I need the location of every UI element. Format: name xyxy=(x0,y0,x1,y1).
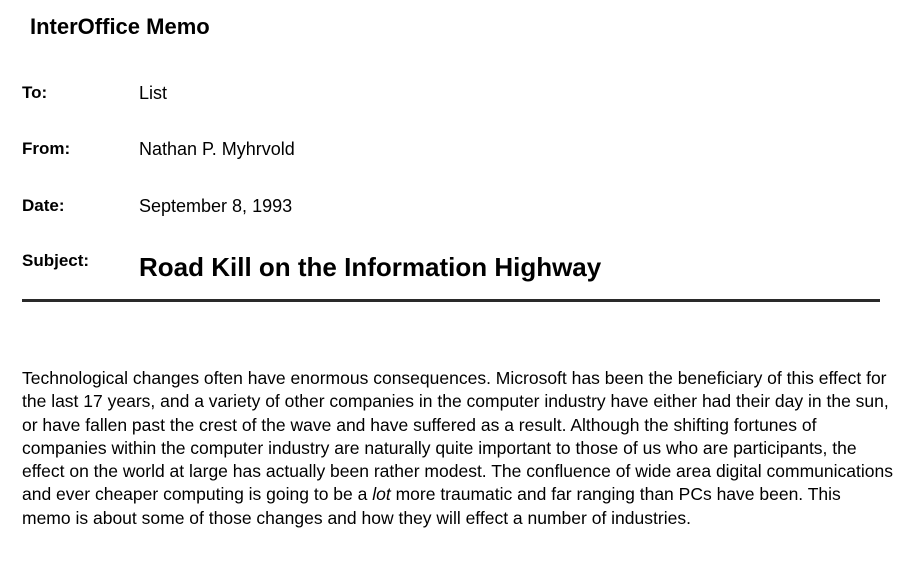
memo-body xyxy=(22,367,894,530)
subject-value: Road Kill on the Information Highway xyxy=(139,252,602,282)
from-value: Nathan P. Myhrvold xyxy=(139,139,295,159)
memo-body-emphasis: lot xyxy=(372,484,391,505)
memo-title: InterOffice Memo xyxy=(30,14,210,39)
header-divider xyxy=(22,299,880,302)
date-value: September 8, 1993 xyxy=(139,196,293,216)
date-label: Date: xyxy=(22,196,65,215)
subject-label: Subject: xyxy=(22,251,90,270)
to-label: To: xyxy=(22,83,48,102)
memo-body-part-1: Technological changes often have enormous consequences. Microsoft has been the beneficiary of this effect for the last 17 years, and a variety of other companies in the computer industry have either had their day in the sun, or have fallen past the crest of the wave and have suffered as a result. Although the shifting fortunes of companies within the computer industry are naturally quite important to those of us who are participants, the effect on the world at large has actually been rather modest. The confluence of wide area digital communications and ever cheaper computing is going to be a xyxy=(22,368,893,505)
from-label: From: xyxy=(22,139,71,158)
to-value: List xyxy=(139,83,168,103)
memo-body-part-2: more traumatic and far ranging than PCs have been. This memo is about some of those changes and how they will effect a number of industries. xyxy=(22,484,841,528)
